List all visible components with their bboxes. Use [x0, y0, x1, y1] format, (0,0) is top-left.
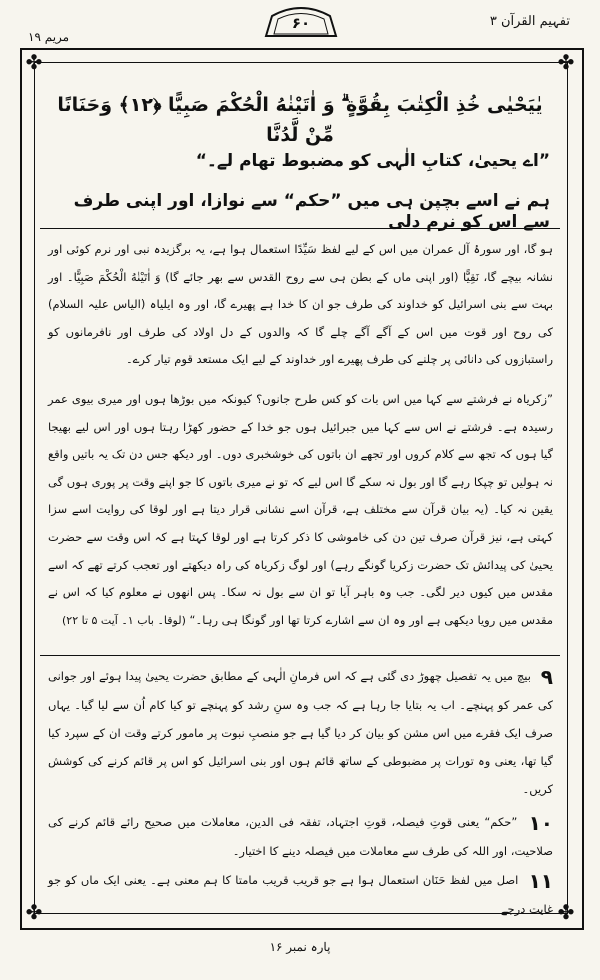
- book-title: تفہیم القرآن ۳: [489, 14, 570, 29]
- corner-ornament-icon: ✤: [25, 50, 43, 74]
- para-footer: پارہ نمبر ۱۶: [269, 940, 331, 954]
- corner-ornament-icon: ✤: [557, 900, 575, 924]
- page-number-badge: [262, 6, 340, 40]
- footnote-10: [48, 808, 553, 865]
- section-divider: [40, 228, 560, 229]
- footnote-number: ۹: [540, 664, 553, 689]
- translation-line-2: ہم نے اسے بچپن ہی میں ”حکم“ سے نوازا، اور اپنی طرف سے اس کو نرم دلی: [73, 191, 550, 232]
- footnote-text: بیچ میں یہ تفصیل چھوڑ دی گئی ہے کہ اس فرمانِ الٰہی کے مطابق حضرت یحییٰ پیدا ہوئے اور جوانی کی عمر کو پہنچے۔ اب یہ بتایا جا رہا ہے کہ جب وہ سنِ رشد کو پہنچے تو کیا کام اُن سے لیا گیا۔ یہاں صرف ایک فقرے میں اس مشن کو بیان کر دیا گیا ہے جو منصبِ نبوت پر مامور کرتے وقت ان کے سپرد کیا گیا تھا، یعنی وہ تورات پر مضبوطی کے ساتھ قائم ہوں اور بنی اسرائیل کو اس پر قائم کرنے کی کوشش کریں۔: [48, 669, 553, 796]
- page-number: ۶۰: [291, 14, 311, 32]
- corner-ornament-icon: ✤: [25, 900, 43, 924]
- footnote-text: اصل میں لفظ حَنَان استعمال ہوا ہے جو قریب قریب مامتا کا ہم معنی ہے۔ یعنی ایک ماں کو جو غایت درجے: [48, 873, 553, 916]
- arabic-verse: يٰيَحْيٰى خُذِ الْكِتٰبَ بِقُوَّةٍ ۗ وَ اٰتَيْنٰهُ الْحُكْمَ صَبِيًّا ﴿١٢﴾ وَحَنَانًا مِّنْ لَّدُنَّا: [57, 94, 543, 146]
- surah-reference: مریم ۱۹: [28, 30, 70, 44]
- commentary-paragraph-2: [48, 386, 553, 634]
- footnote-divider: [40, 655, 560, 656]
- footnote-number: ۱۱: [528, 868, 554, 893]
- page-header: [0, 6, 600, 46]
- commentary-paragraph-1: ہو گا، اور سورۂ آل عمران میں اس کے لیے لفظ سَیِّدًا استعمال ہوا ہے، یہ برگزیدہ نبی اور نرم کوئی اور نشانہ بیچے گا، نَقِیًّا (اور اپنی ماں کے بطن ہی سے روح القدس سے بھر جائے گا) وَ اٰتَیْنٰهُ الْحُكْمَ صَبِیًّا۔ اور بہت سے بنی اسرائیل کو خداوند کی طرف جو ان کا خدا ہے پھیرے گا، اور وہ ایلیاہ (الیاس علیہ السلام) کی روح اور قوت میں اس کے آگے آگے چلے گا کہ والدوں کے دل اولاد کی طرف اور نافرمانوں کو راستبازوں کی دانائی پر چلنے کی طرف پھیرے اور خداوند کے لیے ایک مستعد قوم تیار کرے۔: [48, 242, 553, 367]
- footnote-11: [48, 866, 553, 923]
- bible-reference: (لوقا۔ باب ۱۔ آیت ۵ تا ۲۲): [61, 613, 186, 627]
- commentary-paragraph-2-text: ”زکریاہ نے فرشتے سے کہا میں اس بات کو کس طرح جانوں؟ کیونکہ میں بوڑھا ہوں اور میری بیوی عمر رسیدہ ہے۔ فرشتے نے اس سے کہا میں جبرائیل ہوں جو خدا کے حضور کھڑا رہتا ہوں اور اس لیے بھیجا گیا ہوں کہ تجھ سے کلام کروں اور تجھے ان باتوں کی خوشخبری دوں۔ اور دیکھ جس دن تک یہ باتیں واقع نہ ہولیں تو چپکا رہے گا اور بول نہ سکے گا اس لیے کہ تو نے میری باتوں کا جو اپنے وقت پر پوری ہوں گی یقین نہ کیا۔ (یہ بیان قرآن سے مختلف ہے، قرآن اسے نشانی قرار دیتا ہے اور لوقا کی روایت اسے سزا کہتی ہے، نیز قرآن صرف تین دن کی خاموشی کا ذکر کرتا ہے اور لوقا کہتا ہے کہ اس وقت سے حضرت یحییٰ کی پیدائش تک حضرت زکریا گونگے رہے) اور لوگ زکریاہ کی راہ دیکھتے اور تعجب کرتے تھے کہ اسے مقدس میں کیوں دیر لگی۔ جب وہ باہر آیا تو ان سے بول نہ سکا۔ پس انھوں نے معلوم کیا کہ اس نے مقدس میں رویا دیکھی ہے اور وہ ان سے اشارے کرتا تھا اور گونگا ہی رہا۔“: [48, 392, 553, 627]
- footnote-number: ۱۰: [528, 810, 553, 835]
- corner-ornament-icon: ✤: [557, 50, 575, 74]
- footnote-9: [48, 662, 553, 803]
- footnote-text: ”حکم“ یعنی قوتِ فیصلہ، قوتِ اجتہاد، تفقہ فی الدین، معاملات میں صحیح رائے قائم کرنے کی صلاحیت، اور اللہ کی طرف سے معاملات میں فیصلہ دینے کا اختیار۔: [48, 815, 553, 858]
- translation-line-1: ”اے یحییٰ، کتابِ الٰہی کو مضبوط تھام لے۔“: [195, 151, 550, 171]
